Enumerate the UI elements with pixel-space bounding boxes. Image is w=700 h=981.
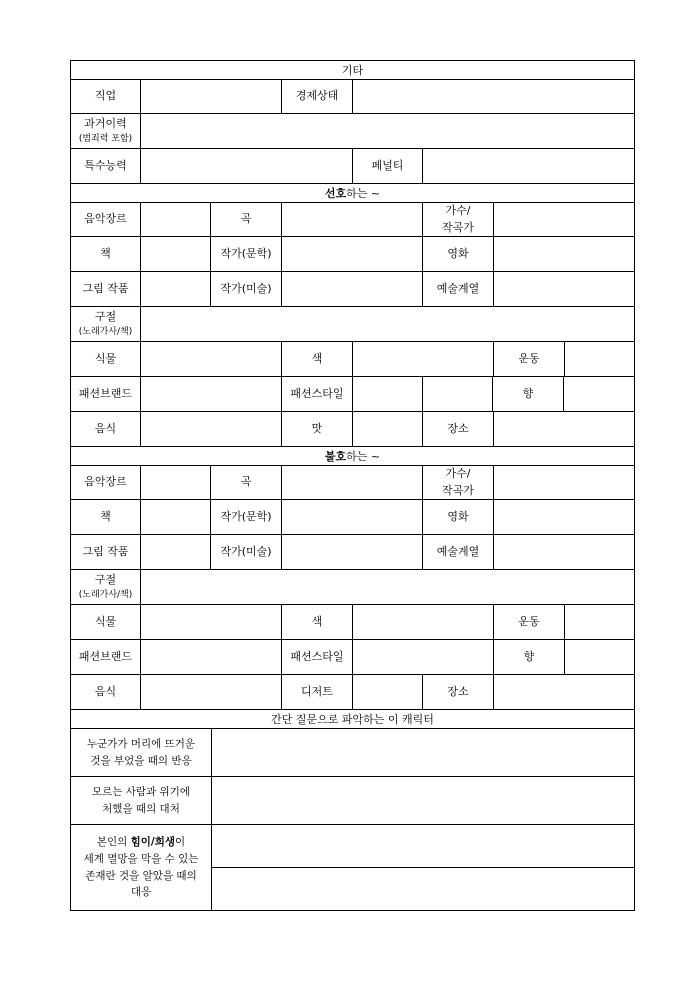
label-painting: 그림 작품: [71, 272, 141, 306]
label-color: 색: [282, 342, 353, 376]
likes-row-fashion: [71, 377, 634, 412]
label-economy: 경제상태: [282, 80, 353, 113]
label-song: 곡: [211, 466, 282, 499]
likes-row-plant: [71, 342, 634, 377]
label-book: 책: [71, 500, 141, 534]
likes-header-rest: 하는 ~: [346, 187, 381, 200]
field-genre[interactable]: [141, 203, 211, 236]
question-2-line2: 처했을 때의 대처: [102, 802, 180, 815]
likes-header-bold: 선호: [324, 187, 347, 200]
field-song[interactable]: [282, 203, 423, 236]
label-singer: [423, 203, 494, 236]
label-plant: 식물: [71, 342, 141, 376]
label-plant: 식물: [71, 605, 141, 639]
label-phrase: [71, 307, 141, 341]
field-food[interactable]: [141, 675, 282, 709]
label-phrase: [71, 570, 141, 604]
label-author-lit: 작가(문학): [211, 237, 282, 271]
likes-row-music: [71, 203, 634, 237]
question-row-1: [71, 729, 634, 777]
question-3-line2: 세계 멸망을 막을 수 있는: [83, 852, 199, 865]
misc-section: [70, 60, 635, 183]
label-ability: 특수능력: [71, 149, 141, 183]
dislikes-row-plant: [71, 605, 634, 640]
dislikes-row-book: [71, 500, 634, 535]
label-movie: 영화: [423, 237, 494, 271]
likes-section: [70, 183, 635, 446]
label-history-line1: 과거이력: [84, 117, 127, 130]
field-phrase[interactable]: [141, 307, 634, 341]
field-fashion-style[interactable]: [353, 377, 423, 411]
field-book[interactable]: [141, 237, 211, 271]
likes-row-food: [71, 412, 634, 446]
field-painting[interactable]: [141, 535, 211, 569]
label-food: 음식: [71, 675, 141, 709]
question-3-answer: [212, 825, 634, 910]
label-book: 책: [71, 237, 141, 271]
label-phrase-line1: 구절: [94, 573, 117, 586]
field-phrase[interactable]: [141, 570, 634, 604]
label-phrase-line2: (노래가사/책): [78, 326, 133, 337]
dislikes-header-bold: 불호: [324, 450, 347, 463]
label-scent: 향: [493, 377, 564, 411]
misc-header: [71, 61, 634, 80]
field-economy[interactable]: [353, 80, 634, 113]
label-author-lit: 작가(문학): [211, 500, 282, 534]
label-phrase-line1: 구절: [94, 310, 117, 323]
label-song: 곡: [211, 203, 282, 236]
field-genre[interactable]: [141, 466, 211, 499]
field-book[interactable]: [141, 500, 211, 534]
label-history-line2: (범죄력 포함): [78, 133, 133, 144]
label-job: 직업: [71, 80, 141, 113]
dislikes-header: [71, 447, 634, 466]
question-3-line1a: 본인의: [96, 835, 131, 848]
questions-header-text: 간단 질문으로 파악하는 이 캐릭터: [271, 713, 434, 726]
question-1-line2: 것을 부었을 때의 반응: [90, 754, 192, 767]
field-fashion-brand[interactable]: [141, 377, 282, 411]
questions-section: [70, 709, 635, 911]
field-movie[interactable]: [494, 237, 634, 271]
field-author-lit[interactable]: [282, 237, 423, 271]
label-singer-line1: 가수/: [445, 467, 471, 480]
label-food: 음식: [71, 412, 141, 446]
question-2-line1: 모르는 사람과 위기에: [92, 785, 190, 798]
label-penalty: 페널티: [353, 149, 423, 183]
question-3-answer-top[interactable]: [212, 825, 634, 868]
dislikes-row-music: [71, 466, 634, 500]
dislikes-row-food: [71, 675, 634, 709]
field-scent[interactable]: [565, 640, 634, 674]
label-fashion-brand: 패션브랜드: [71, 640, 141, 674]
field-place[interactable]: [494, 412, 634, 446]
label-author-art: 작가(미술): [211, 272, 282, 306]
field-food[interactable]: [141, 412, 282, 446]
row-ability: [71, 149, 634, 183]
field-author-art[interactable]: [282, 272, 423, 306]
label-genre: 음악장르: [71, 466, 141, 499]
question-3-line1b: 힘이/희생: [130, 835, 176, 848]
label-place: 장소: [423, 412, 494, 446]
likes-row-book: [71, 237, 634, 272]
label-singer-line1: 가수/: [445, 204, 471, 217]
label-dessert: 디저트: [282, 675, 353, 709]
questions-header: [71, 710, 634, 729]
dislikes-header-rest: 하는 ~: [346, 450, 381, 463]
label-painting: 그림 작품: [71, 535, 141, 569]
field-taste[interactable]: [353, 412, 423, 446]
question-3-line3: 존재란 것을 알았을 때의: [85, 869, 197, 882]
question-2-answer[interactable]: [212, 777, 634, 824]
field-sport[interactable]: [565, 605, 634, 639]
label-singer-line2: 작곡가: [442, 483, 474, 497]
question-1-line1: 누군가가 머리에 뜨거운: [86, 737, 196, 750]
label-scent: 향: [494, 640, 565, 674]
label-history: [71, 114, 141, 148]
field-movie[interactable]: [494, 500, 634, 534]
row-history: [71, 114, 634, 149]
label-phrase-line2: (노래가사/책): [78, 589, 133, 600]
character-sheet: [70, 60, 635, 911]
question-1-answer[interactable]: [212, 729, 634, 776]
label-movie: 영화: [423, 500, 494, 534]
label-art-movement: 예술계열: [423, 535, 494, 569]
dislikes-row-fashion: [71, 640, 634, 675]
label-fashion-style: 패션스타일: [282, 377, 353, 411]
question-3-label: [71, 825, 212, 910]
label-color: 색: [282, 605, 353, 639]
field-history[interactable]: [141, 114, 634, 148]
field-color[interactable]: [353, 342, 494, 376]
field-author-lit[interactable]: [282, 500, 423, 534]
field-job[interactable]: [141, 80, 282, 113]
label-sport: 운동: [494, 342, 565, 376]
field-song[interactable]: [282, 466, 423, 499]
row-job: [71, 80, 634, 114]
likes-row-phrase: [71, 307, 634, 342]
field-ability[interactable]: [141, 149, 353, 183]
likes-row-art: [71, 272, 634, 307]
label-place: 장소: [423, 675, 494, 709]
field-fashion-style[interactable]: [353, 640, 494, 674]
question-2-label: [71, 777, 212, 824]
field-scent[interactable]: [564, 377, 634, 411]
likes-header: [71, 184, 634, 203]
field-plant[interactable]: [141, 605, 282, 639]
field-dessert[interactable]: [353, 675, 423, 709]
field-place[interactable]: [494, 675, 634, 709]
question-3-line4: 대응: [130, 886, 152, 899]
question-3-line1c: 이: [175, 835, 186, 848]
question-row-3: [71, 825, 634, 910]
field-fashion-brand[interactable]: [141, 640, 282, 674]
field-painting[interactable]: [141, 272, 211, 306]
field-penalty[interactable]: [423, 149, 634, 183]
dislikes-row-art: [71, 535, 634, 570]
field-singer[interactable]: [494, 203, 634, 236]
field-sport[interactable]: [565, 342, 634, 376]
label-genre: 음악장르: [71, 203, 141, 236]
label-singer: [423, 466, 494, 499]
field-art-movement[interactable]: [494, 535, 634, 569]
question-1-label: [71, 729, 212, 776]
question-row-2: [71, 777, 634, 825]
field-plant[interactable]: [141, 342, 282, 376]
label-fashion-brand: 패션브랜드: [71, 377, 141, 411]
label-author-art: 작가(미술): [211, 535, 282, 569]
dislikes-section: [70, 446, 635, 709]
label-sport: 운동: [494, 605, 565, 639]
label-taste: 맛: [282, 412, 353, 446]
field-color[interactable]: [353, 605, 494, 639]
label-singer-line2: 작곡가: [442, 220, 474, 234]
misc-header-text: 기타: [341, 64, 364, 77]
question-3-answer-bottom[interactable]: [212, 868, 634, 910]
field-fashion-style-2[interactable]: [423, 377, 493, 411]
dislikes-row-phrase: [71, 570, 634, 605]
field-singer[interactable]: [494, 466, 634, 499]
field-author-art[interactable]: [282, 535, 423, 569]
field-art-movement[interactable]: [494, 272, 634, 306]
label-fashion-style: 패션스타일: [282, 640, 353, 674]
label-art-movement: 예술계열: [423, 272, 494, 306]
